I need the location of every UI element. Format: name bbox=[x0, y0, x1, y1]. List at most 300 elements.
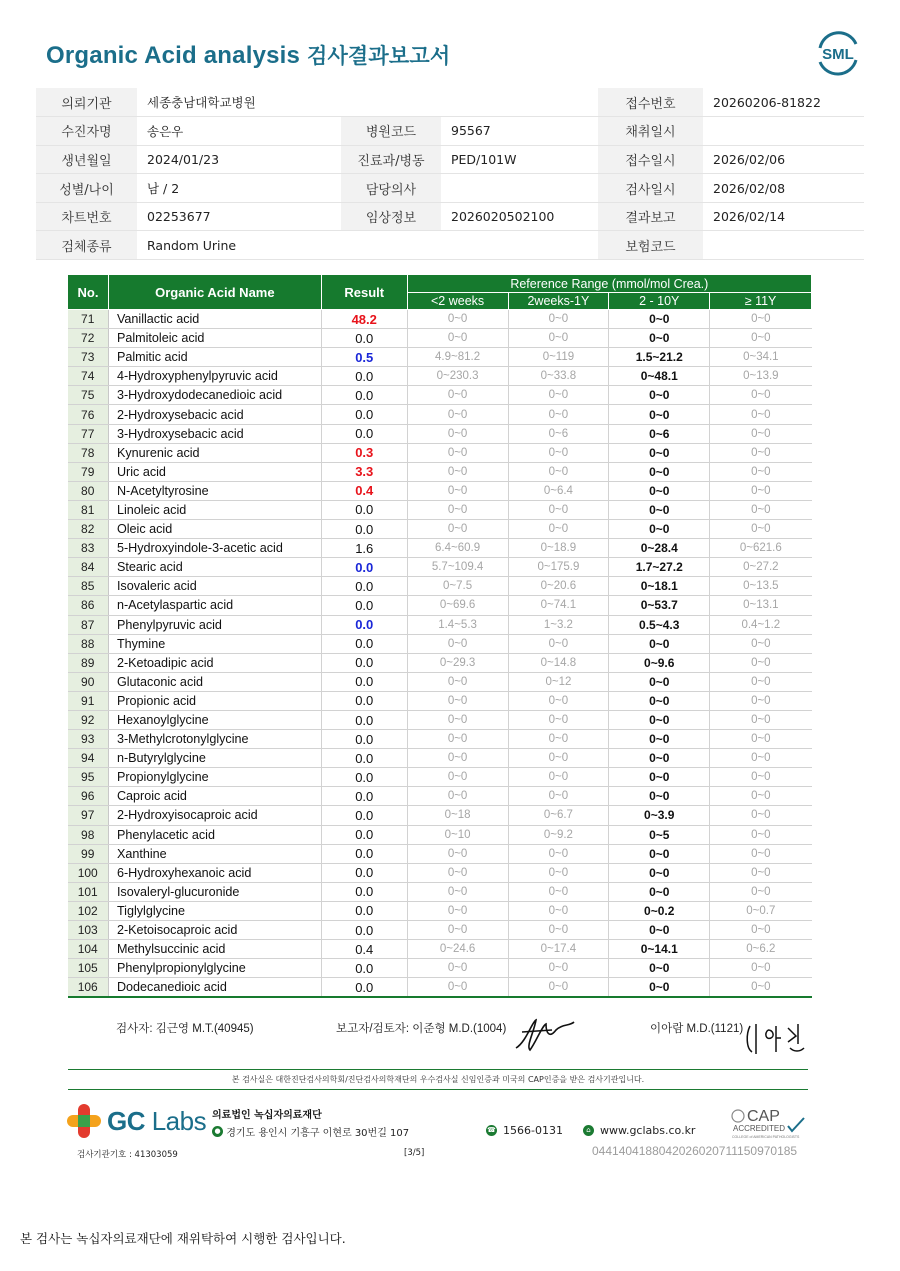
result-value: 0.0 bbox=[321, 634, 407, 653]
result-row bbox=[68, 863, 812, 882]
result-value: 0.4 bbox=[321, 481, 407, 500]
header-result: Result bbox=[321, 275, 407, 310]
acid-name: 5-Hydroxyindole-3-acetic acid bbox=[108, 539, 321, 558]
row-number: 76 bbox=[68, 405, 109, 424]
info-label bbox=[341, 88, 441, 117]
row-number: 77 bbox=[68, 424, 109, 443]
range-2-10y: 0~0.2 bbox=[609, 901, 710, 920]
info-label: 임상정보 bbox=[341, 202, 441, 231]
info-row bbox=[36, 145, 864, 174]
range-2weeks-1y: 0~0 bbox=[508, 520, 609, 539]
row-number: 89 bbox=[68, 653, 109, 672]
info-value: 95567 bbox=[441, 117, 598, 146]
range-under-2-weeks: 0~0 bbox=[407, 787, 508, 806]
info-label: 담당의사 bbox=[341, 174, 441, 203]
info-value: 20260206-81822 bbox=[703, 88, 864, 117]
range-2weeks-1y: 0~0 bbox=[508, 310, 609, 329]
range-2weeks-1y: 1~3.2 bbox=[508, 615, 609, 634]
range-2-10y: 0~0 bbox=[609, 710, 710, 729]
row-number: 86 bbox=[68, 596, 109, 615]
range-under-2-weeks: 0~0 bbox=[407, 520, 508, 539]
range-11y-plus: 0~0 bbox=[710, 825, 812, 844]
acid-name: Palmitic acid bbox=[108, 348, 321, 367]
range-2weeks-1y: 0~0 bbox=[508, 787, 609, 806]
range-2-10y: 0.5~4.3 bbox=[609, 615, 710, 634]
acid-name: 3-Hydroxysebacic acid bbox=[108, 424, 321, 443]
info-value bbox=[703, 117, 864, 146]
range-2weeks-1y: 0~74.1 bbox=[508, 596, 609, 615]
acid-name: Propionic acid bbox=[108, 691, 321, 710]
result-row bbox=[68, 520, 812, 539]
result-row bbox=[68, 672, 812, 691]
result-value: 0.0 bbox=[321, 863, 407, 882]
row-number: 97 bbox=[68, 806, 109, 825]
range-under-2-weeks: 0~18 bbox=[407, 806, 508, 825]
result-value: 0.0 bbox=[321, 500, 407, 519]
acid-name: 3-Methylcrotonylglycine bbox=[108, 730, 321, 749]
range-11y-plus: 0~0 bbox=[710, 520, 812, 539]
range-under-2-weeks: 0~0 bbox=[407, 921, 508, 940]
header-range-11y-plus: ≥ 11Y bbox=[710, 293, 812, 310]
info-value bbox=[441, 231, 598, 260]
range-2weeks-1y: 0~0 bbox=[508, 443, 609, 462]
result-value: 0.0 bbox=[321, 615, 407, 634]
info-value: 2026020502100 bbox=[441, 202, 598, 231]
range-2-10y: 0~5 bbox=[609, 825, 710, 844]
cap-college: COLLEGE of AMERICAN PATHOLOGISTS bbox=[732, 1135, 800, 1139]
info-value: 2024/01/23 bbox=[137, 145, 341, 174]
range-2-10y: 0~0 bbox=[609, 691, 710, 710]
range-11y-plus: 0~0 bbox=[710, 691, 812, 710]
info-label: 진료과/병동 bbox=[341, 145, 441, 174]
info-label: 의뢰기관 bbox=[36, 88, 137, 117]
range-11y-plus: 0~13.5 bbox=[710, 577, 812, 596]
info-label: 보험코드 bbox=[598, 231, 703, 260]
range-2-10y: 0~0 bbox=[609, 882, 710, 901]
result-value: 0.0 bbox=[321, 386, 407, 405]
info-value: PED/101W bbox=[441, 145, 598, 174]
foundation-name: 의료법인 녹십자의료재단 bbox=[212, 1110, 322, 1121]
range-2weeks-1y: 0~0 bbox=[508, 462, 609, 481]
acid-name: 2-Hydroxysebacic acid bbox=[108, 405, 321, 424]
range-2weeks-1y: 0~6.7 bbox=[508, 806, 609, 825]
location-pin-icon: ● bbox=[212, 1126, 223, 1137]
result-value: 0.0 bbox=[321, 596, 407, 615]
result-value: 0.0 bbox=[321, 691, 407, 710]
range-under-2-weeks: 0~230.3 bbox=[407, 367, 508, 386]
range-under-2-weeks: 0~29.3 bbox=[407, 653, 508, 672]
result-value: 0.0 bbox=[321, 959, 407, 978]
range-2weeks-1y: 0~0 bbox=[508, 768, 609, 787]
patient-info-table bbox=[36, 88, 864, 260]
organic-acid-results-table bbox=[67, 274, 812, 998]
result-row bbox=[68, 558, 812, 577]
info-label: 검사일시 bbox=[598, 174, 703, 203]
row-number: 88 bbox=[68, 634, 109, 653]
range-2weeks-1y: 0~175.9 bbox=[508, 558, 609, 577]
row-number: 93 bbox=[68, 730, 109, 749]
result-row bbox=[68, 825, 812, 844]
info-row bbox=[36, 202, 864, 231]
cap-title: CAP bbox=[747, 1108, 780, 1125]
row-number: 82 bbox=[68, 520, 109, 539]
range-2-10y: 0~0 bbox=[609, 329, 710, 348]
title-english: Organic Acid analysis bbox=[46, 42, 307, 69]
range-2weeks-1y: 0~0 bbox=[508, 691, 609, 710]
range-under-2-weeks: 0~0 bbox=[407, 749, 508, 768]
result-row bbox=[68, 424, 812, 443]
result-row bbox=[68, 615, 812, 634]
footer-divider-bottom bbox=[68, 1089, 808, 1090]
result-value: 0.0 bbox=[321, 653, 407, 672]
info-label: 차트번호 bbox=[36, 202, 137, 231]
info-row bbox=[36, 174, 864, 203]
result-value: 0.0 bbox=[321, 825, 407, 844]
range-2-10y: 0~0 bbox=[609, 672, 710, 691]
range-under-2-weeks: 0~0 bbox=[407, 329, 508, 348]
range-2-10y: 0~0 bbox=[609, 844, 710, 863]
range-11y-plus: 0~0.7 bbox=[710, 901, 812, 920]
range-2weeks-1y: 0~0 bbox=[508, 710, 609, 729]
row-number: 105 bbox=[68, 959, 109, 978]
range-under-2-weeks: 4.9~81.2 bbox=[407, 348, 508, 367]
range-11y-plus: 0~0 bbox=[710, 329, 812, 348]
range-2weeks-1y: 0~9.2 bbox=[508, 825, 609, 844]
row-number: 80 bbox=[68, 481, 109, 500]
header-reference-range: Reference Range (mmol/mol Crea.) bbox=[407, 275, 811, 293]
result-row bbox=[68, 481, 812, 500]
result-row bbox=[68, 443, 812, 462]
range-11y-plus: 0~0 bbox=[710, 882, 812, 901]
range-under-2-weeks: 0~0 bbox=[407, 443, 508, 462]
acid-name: Stearic acid bbox=[108, 558, 321, 577]
row-number: 102 bbox=[68, 901, 109, 920]
result-row bbox=[68, 405, 812, 424]
info-label: 결과보고 bbox=[598, 202, 703, 231]
result-value: 0.0 bbox=[321, 710, 407, 729]
acid-name: n-Acetylaspartic acid bbox=[108, 596, 321, 615]
certification-note: 본 검사실은 대한진단검사의학회/진단검사의학재단의 우수검사실 신임인증과 미국의 CAP인증을 받은 검사기관입니다. bbox=[231, 1075, 645, 1084]
row-number: 96 bbox=[68, 787, 109, 806]
result-row bbox=[68, 921, 812, 940]
result-value: 0.0 bbox=[321, 901, 407, 920]
row-number: 101 bbox=[68, 882, 109, 901]
info-row bbox=[36, 231, 864, 260]
range-2weeks-1y: 0~0 bbox=[508, 386, 609, 405]
row-number: 85 bbox=[68, 577, 109, 596]
range-2weeks-1y: 0~6 bbox=[508, 424, 609, 443]
range-11y-plus: 0.4~1.2 bbox=[710, 615, 812, 634]
institution-code: 검사기관기호 : 41303059 bbox=[77, 1150, 178, 1160]
row-number: 90 bbox=[68, 672, 109, 691]
range-under-2-weeks: 0~0 bbox=[407, 424, 508, 443]
info-label: 접수번호 bbox=[598, 88, 703, 117]
range-2-10y: 0~6 bbox=[609, 424, 710, 443]
result-value: 0.0 bbox=[321, 787, 407, 806]
cap-accreditation-badge bbox=[730, 1104, 810, 1144]
acid-name: Isovaleric acid bbox=[108, 577, 321, 596]
range-11y-plus: 0~0 bbox=[710, 978, 812, 997]
sml-logo bbox=[814, 30, 862, 76]
range-2weeks-1y: 0~0 bbox=[508, 978, 609, 997]
range-under-2-weeks: 0~0 bbox=[407, 768, 508, 787]
range-2weeks-1y: 0~17.4 bbox=[508, 940, 609, 959]
range-under-2-weeks: 0~0 bbox=[407, 882, 508, 901]
range-11y-plus: 0~0 bbox=[710, 806, 812, 825]
row-number: 91 bbox=[68, 691, 109, 710]
website: www.gclabs.co.kr bbox=[599, 1124, 696, 1137]
header-no: No. bbox=[68, 275, 109, 310]
info-value: Random Urine bbox=[137, 231, 341, 260]
acid-name: Hexanoylglycine bbox=[108, 710, 321, 729]
row-number: 87 bbox=[68, 615, 109, 634]
result-row bbox=[68, 882, 812, 901]
acid-name: 6-Hydroxyhexanoic acid bbox=[108, 863, 321, 882]
doctor-signature-mark bbox=[744, 1018, 808, 1058]
acid-name: n-Butyrylglycine bbox=[108, 749, 321, 768]
range-11y-plus: 0~6.2 bbox=[710, 940, 812, 959]
result-row bbox=[68, 978, 812, 997]
range-11y-plus: 0~0 bbox=[710, 787, 812, 806]
info-value: 2026/02/08 bbox=[703, 174, 864, 203]
result-row bbox=[68, 768, 812, 787]
row-number: 99 bbox=[68, 844, 109, 863]
title-korean: 검사결과보고서 bbox=[306, 44, 451, 68]
range-11y-plus: 0~0 bbox=[710, 710, 812, 729]
row-number: 100 bbox=[68, 863, 109, 882]
phone-number: 1566-0131 bbox=[503, 1124, 563, 1137]
result-value: 0.0 bbox=[321, 978, 407, 997]
info-value: 2026/02/14 bbox=[703, 202, 864, 231]
range-2weeks-1y: 0~0 bbox=[508, 863, 609, 882]
info-value: 남 / 2 bbox=[137, 174, 341, 203]
barcode-number: 0441404188042026020711150970185 bbox=[592, 1144, 798, 1158]
range-2-10y: 0~3.9 bbox=[609, 806, 710, 825]
acid-name: Xanthine bbox=[108, 844, 321, 863]
acid-name: Phenylpyruvic acid bbox=[108, 615, 321, 634]
range-2weeks-1y: 0~119 bbox=[508, 348, 609, 367]
acid-name: Propionylglycine bbox=[108, 768, 321, 787]
range-under-2-weeks: 0~0 bbox=[407, 863, 508, 882]
result-value: 0.0 bbox=[321, 730, 407, 749]
header-acid-name: Organic Acid Name bbox=[108, 275, 321, 310]
acid-name: Tiglylglycine bbox=[108, 901, 321, 920]
range-2-10y: 0~28.4 bbox=[609, 539, 710, 558]
result-value: 0.0 bbox=[321, 520, 407, 539]
range-2weeks-1y: 0~0 bbox=[508, 749, 609, 768]
gc-labs-logo bbox=[67, 1104, 206, 1138]
row-number: 81 bbox=[68, 500, 109, 519]
info-value bbox=[441, 88, 598, 117]
page-number: [3/5] bbox=[404, 1148, 425, 1158]
range-2weeks-1y: 0~0 bbox=[508, 844, 609, 863]
result-value: 0.0 bbox=[321, 749, 407, 768]
range-2-10y: 0~0 bbox=[609, 787, 710, 806]
range-2-10y: 0~0 bbox=[609, 730, 710, 749]
range-under-2-weeks: 0~10 bbox=[407, 825, 508, 844]
result-row bbox=[68, 500, 812, 519]
info-value: 2026/02/06 bbox=[703, 145, 864, 174]
bottom-note: 본 검사는 녹십자의료재단에 재위탁하여 시행한 검사입니다. bbox=[20, 1231, 346, 1246]
acid-name: Thymine bbox=[108, 634, 321, 653]
acid-name: Kynurenic acid bbox=[108, 443, 321, 462]
row-number: 75 bbox=[68, 386, 109, 405]
range-under-2-weeks: 0~0 bbox=[407, 901, 508, 920]
acid-name: Caproic acid bbox=[108, 787, 321, 806]
range-2-10y: 0~0 bbox=[609, 749, 710, 768]
info-label: 수진자명 bbox=[36, 117, 137, 146]
result-row bbox=[68, 539, 812, 558]
result-value: 0.0 bbox=[321, 844, 407, 863]
result-row bbox=[68, 577, 812, 596]
header-range-2weeks-1y: 2weeks-1Y bbox=[508, 293, 609, 310]
range-2-10y: 0~0 bbox=[609, 481, 710, 500]
range-under-2-weeks: 5.7~109.4 bbox=[407, 558, 508, 577]
info-value bbox=[703, 231, 864, 260]
row-number: 92 bbox=[68, 710, 109, 729]
range-under-2-weeks: 0~0 bbox=[407, 844, 508, 863]
acid-name: N-Acetyltyrosine bbox=[108, 481, 321, 500]
range-2-10y: 0~53.7 bbox=[609, 596, 710, 615]
address: ● 경기도 용인시 기흥구 이현로 30번길 107 bbox=[212, 1124, 409, 1139]
range-2-10y: 0~0 bbox=[609, 634, 710, 653]
range-2weeks-1y: 0~0 bbox=[508, 329, 609, 348]
range-2weeks-1y: 0~0 bbox=[508, 921, 609, 940]
result-row bbox=[68, 348, 812, 367]
result-value: 0.0 bbox=[321, 577, 407, 596]
acid-name: 3-Hydroxydodecanedioic acid bbox=[108, 386, 321, 405]
range-2weeks-1y: 0~20.6 bbox=[508, 577, 609, 596]
range-11y-plus: 0~0 bbox=[710, 959, 812, 978]
range-2-10y: 0~0 bbox=[609, 386, 710, 405]
range-2-10y: 1.5~21.2 bbox=[609, 348, 710, 367]
range-11y-plus: 0~0 bbox=[710, 844, 812, 863]
range-2-10y: 0~0 bbox=[609, 443, 710, 462]
range-under-2-weeks: 0~0 bbox=[407, 310, 508, 329]
range-under-2-weeks: 0~0 bbox=[407, 634, 508, 653]
result-value: 0.0 bbox=[321, 329, 407, 348]
info-row bbox=[36, 117, 864, 146]
range-2weeks-1y: 0~0 bbox=[508, 634, 609, 653]
range-11y-plus: 0~0 bbox=[710, 921, 812, 940]
range-11y-plus: 0~0 bbox=[710, 386, 812, 405]
acid-name: Dodecanedioic acid bbox=[108, 978, 321, 997]
range-2weeks-1y: 0~0 bbox=[508, 730, 609, 749]
acid-name: Uric acid bbox=[108, 462, 321, 481]
result-value: 0.0 bbox=[321, 367, 407, 386]
result-value: 0.0 bbox=[321, 672, 407, 691]
range-11y-plus: 0~0 bbox=[710, 730, 812, 749]
range-2-10y: 0~14.1 bbox=[609, 940, 710, 959]
range-11y-plus: 0~0 bbox=[710, 653, 812, 672]
range-2weeks-1y: 0~0 bbox=[508, 882, 609, 901]
range-11y-plus: 0~621.6 bbox=[710, 539, 812, 558]
result-row bbox=[68, 462, 812, 481]
acid-name: Oleic acid bbox=[108, 520, 321, 539]
range-under-2-weeks: 0~0 bbox=[407, 386, 508, 405]
range-11y-plus: 0~0 bbox=[710, 634, 812, 653]
row-number: 83 bbox=[68, 539, 109, 558]
result-row bbox=[68, 959, 812, 978]
range-2weeks-1y: 0~0 bbox=[508, 405, 609, 424]
range-11y-plus: 0~0 bbox=[710, 405, 812, 424]
range-under-2-weeks: 0~0 bbox=[407, 500, 508, 519]
range-11y-plus: 0~0 bbox=[710, 424, 812, 443]
row-number: 106 bbox=[68, 978, 109, 997]
gc-cross-icon bbox=[67, 1104, 101, 1138]
result-value: 0.0 bbox=[321, 806, 407, 825]
info-value: 02253677 bbox=[137, 202, 341, 231]
reporter-signature-label: 보고자/검토자: 이준형 M.D.(1004) bbox=[336, 1023, 507, 1035]
result-value: 0.5 bbox=[321, 348, 407, 367]
result-row bbox=[68, 596, 812, 615]
doctor-signature-label: 이아람 M.D.(1121) bbox=[650, 1023, 744, 1035]
range-2-10y: 0~0 bbox=[609, 462, 710, 481]
row-number: 72 bbox=[68, 329, 109, 348]
report-title bbox=[46, 40, 450, 70]
range-2-10y: 0~9.6 bbox=[609, 653, 710, 672]
info-value: 송은우 bbox=[137, 117, 341, 146]
result-row bbox=[68, 901, 812, 920]
range-2-10y: 0~48.1 bbox=[609, 367, 710, 386]
info-label: 병원코드 bbox=[341, 117, 441, 146]
info-label: 생년월일 bbox=[36, 145, 137, 174]
range-2-10y: 0~0 bbox=[609, 405, 710, 424]
acid-name: Vanillactic acid bbox=[108, 310, 321, 329]
range-2weeks-1y: 0~6.4 bbox=[508, 481, 609, 500]
result-value: 0.0 bbox=[321, 882, 407, 901]
cap-accredited: ACCREDITED bbox=[733, 1124, 786, 1133]
range-2weeks-1y: 0~18.9 bbox=[508, 539, 609, 558]
row-number: 71 bbox=[68, 310, 109, 329]
result-row bbox=[68, 329, 812, 348]
range-2weeks-1y: 0~33.8 bbox=[508, 367, 609, 386]
result-row bbox=[68, 310, 812, 329]
range-under-2-weeks: 0~0 bbox=[407, 710, 508, 729]
range-under-2-weeks: 0~0 bbox=[407, 691, 508, 710]
range-2-10y: 0~0 bbox=[609, 863, 710, 882]
result-row bbox=[68, 386, 812, 405]
range-2weeks-1y: 0~0 bbox=[508, 959, 609, 978]
row-number: 98 bbox=[68, 825, 109, 844]
range-11y-plus: 0~0 bbox=[710, 443, 812, 462]
result-row bbox=[68, 844, 812, 863]
result-value: 3.3 bbox=[321, 462, 407, 481]
range-11y-plus: 0~27.2 bbox=[710, 558, 812, 577]
range-under-2-weeks: 0~0 bbox=[407, 462, 508, 481]
result-row bbox=[68, 653, 812, 672]
row-number: 74 bbox=[68, 367, 109, 386]
phone-icon: ☎ bbox=[487, 1126, 496, 1134]
result-row bbox=[68, 940, 812, 959]
range-11y-plus: 0~13.9 bbox=[710, 367, 812, 386]
result-row bbox=[68, 367, 812, 386]
result-value: 0.3 bbox=[321, 443, 407, 462]
range-under-2-weeks: 0~0 bbox=[407, 405, 508, 424]
acid-name: Phenylacetic acid bbox=[108, 825, 321, 844]
range-11y-plus: 0~0 bbox=[710, 462, 812, 481]
contact-info bbox=[486, 1124, 695, 1137]
range-2-10y: 1.7~27.2 bbox=[609, 558, 710, 577]
row-number: 104 bbox=[68, 940, 109, 959]
range-2weeks-1y: 0~0 bbox=[508, 500, 609, 519]
acid-name: Linoleic acid bbox=[108, 500, 321, 519]
result-value: 0.0 bbox=[321, 558, 407, 577]
info-label: 성별/나이 bbox=[36, 174, 137, 203]
range-2-10y: 0~0 bbox=[609, 500, 710, 519]
range-under-2-weeks: 0~69.6 bbox=[407, 596, 508, 615]
range-2weeks-1y: 0~14.8 bbox=[508, 653, 609, 672]
